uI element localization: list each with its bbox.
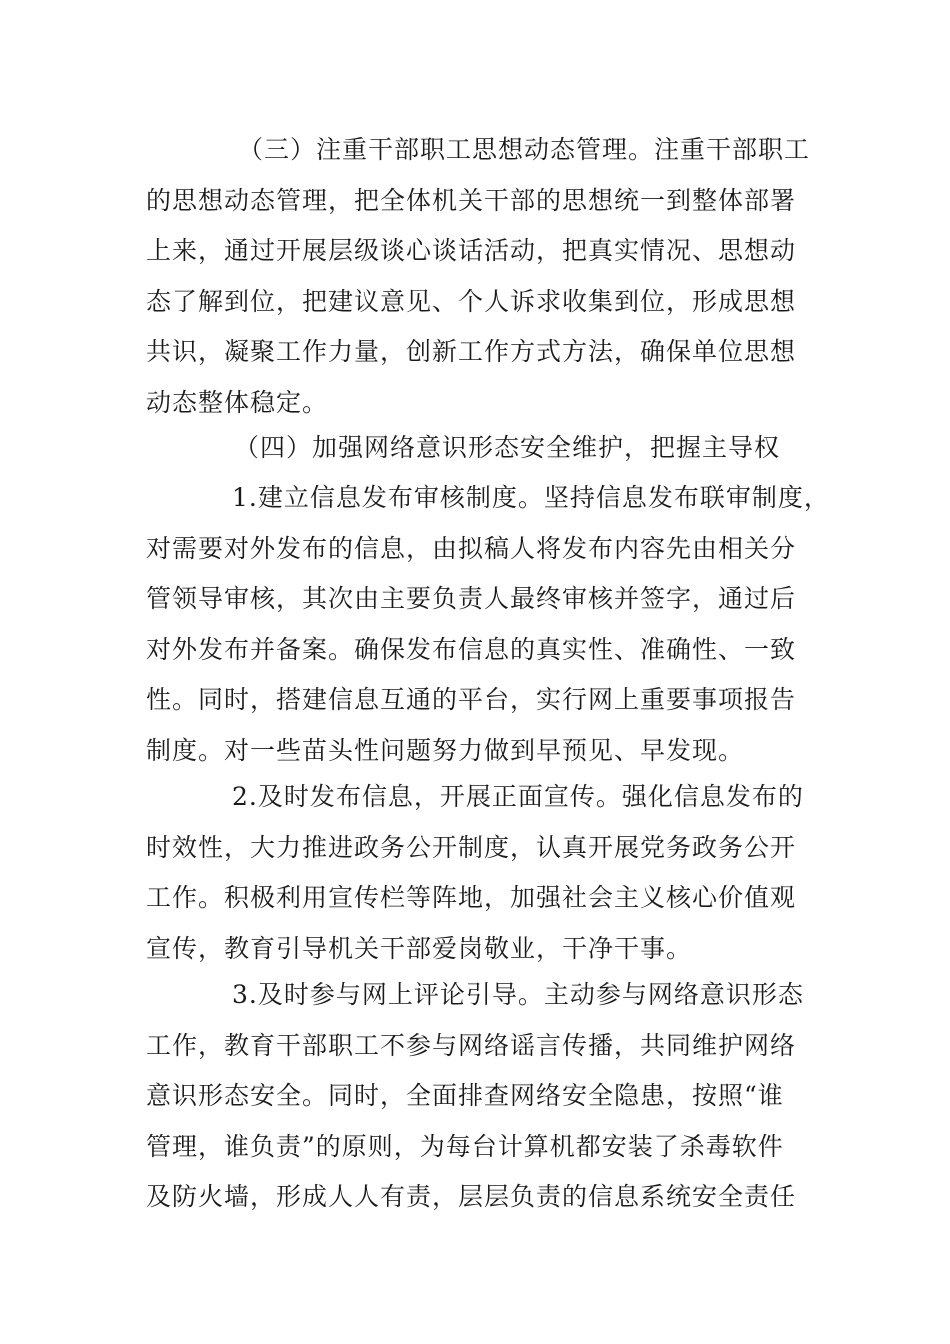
paragraph-line: 工作。积极利用宣传栏等阵地，加强社会主义核心价值观 [146,883,797,913]
paragraph-line: 及防火墙，形成人人有责，层层负责的信息系统安全责任 [146,1182,797,1212]
paragraph-thought-management [146,125,826,429]
paragraph-line: 时效性，大力推进政务公开制度，认真开展党务政务公开 [146,832,797,862]
paragraph-line: 对外发布并备案。确保发布信息的真实性、准确性、一致 [146,634,797,664]
paragraph-line: 动态整体稳定。 [146,387,329,417]
paragraph-line: 上来，通过开展层级谈心谈话活动，把真实情况、思想动 [146,236,797,266]
paragraph-line: 的思想动态管理，把全体机关干部的思想统一到整体部署 [146,185,797,215]
paragraph-line: 制度。对一些苗头性问题努力做到早预见、早发现。 [146,735,745,765]
paragraph-line: 意识形态安全。同时，全面排查网络安全隐患，按照“谁 [146,1081,784,1111]
paragraph-line: （三）注重干部职工思想动态管理。注重干部职工 [238,135,811,164]
paragraph-line: 宣传，教育引导机关干部爱岗敬业，干净干事。 [146,933,693,963]
paragraph-line: 2.及时发布信息，开展正面宣传。强化信息发布的 [232,782,804,811]
paragraph-online-comment [146,970,826,1223]
paragraph-line: 共识，凝聚工作力量，创新工作方式方法，确保单位思想 [146,337,797,367]
paragraph-line: 1.建立信息发布审核制度。坚持信息发布联审制度， [232,483,830,512]
paragraph-line: 态了解到位，把建议意见、个人诉求收集到位，形成思想 [146,286,797,316]
paragraph-line: 管理，谁负责”的原则，为每台计算机都安装了杀毒软件 [146,1131,784,1161]
paragraph-timely-release [146,772,826,974]
paragraph-line: 性。同时，搭建信息互通的平台，实行网上重要事项报告 [146,685,797,715]
section-heading-network-ideology [146,423,826,474]
paragraph-review-system [146,473,830,777]
heading-line: （四）加强网络意识形态安全维护，把握主导权 [234,433,781,462]
paragraph-line: 工作，教育干部职工不参与网络谣言传播，共同维护网络 [146,1030,797,1060]
paragraph-line: 3.及时参与网上评论引导。主动参与网络意识形态 [232,980,804,1009]
paragraph-line: 管领导审核，其次由主要负责人最终审核并签字，通过后 [146,584,797,614]
paragraph-line: 对需要对外发布的信息，由拟稿人将发布内容先由相关分 [146,533,797,563]
